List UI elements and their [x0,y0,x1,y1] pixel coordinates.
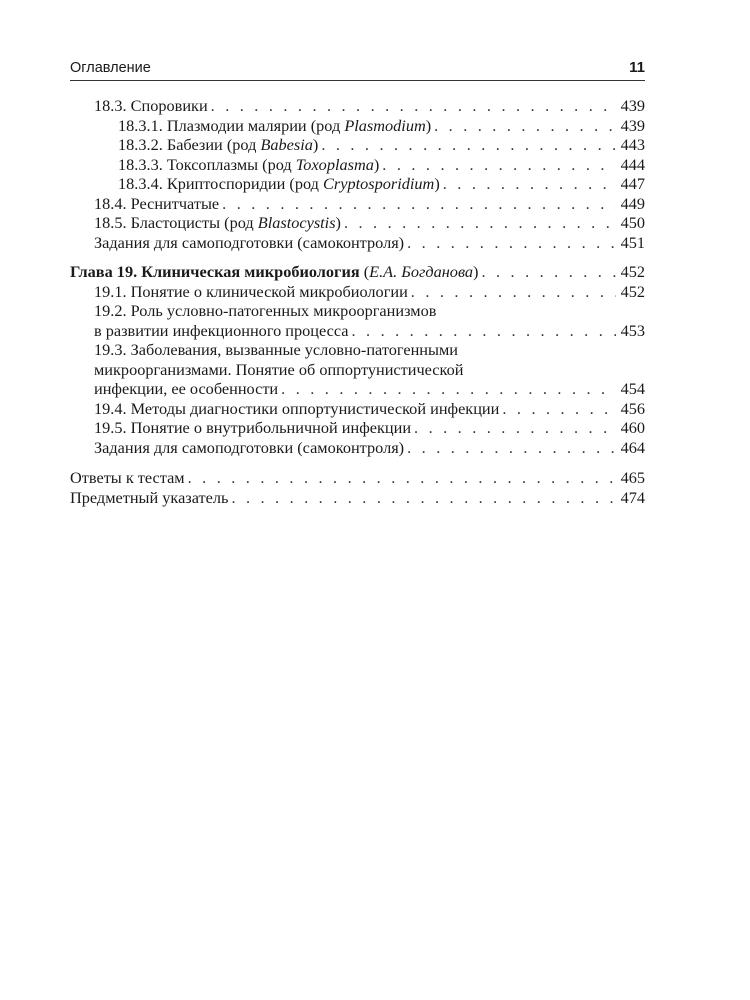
toc-entry-18-tasks[interactable] [70,233,645,253]
toc-chapter-19[interactable] [70,262,645,282]
toc-page-number: 447 [620,174,645,193]
toc-page-number: 474 [620,487,645,507]
dot-leader [407,233,616,253]
toc-entry-19-4[interactable] [70,399,645,419]
toc-entry-19-3[interactable] [70,340,645,399]
toc-entry-18-3-3[interactable] [70,155,645,175]
toc-page-number: 444 [620,154,645,174]
toc-page-number: 465 [620,468,645,487]
toc-entry-title-line: 19.3. Заболевания, вызванные условно-патогенными [94,340,458,359]
dot-leader [231,488,616,508]
dot-leader [434,116,616,136]
page-number: 11 [629,59,645,76]
toc-page-number: 450 [620,213,645,232]
toc-entry-title: 18.3.2. Бабезии (род Babesia) [118,135,319,154]
toc-page-number: 456 [620,398,645,418]
toc-entry-title: 18.3.4. Криптоспоридии (род Cryptosporidium) [118,174,440,193]
toc-entry-title: Ответы к тестам [70,468,185,487]
section-spacer [70,457,645,468]
toc-entry-title: 19.4. Методы диагностики оппортунистической инфекции [94,398,500,418]
toc-entry-title-line: инфекции, ее особенности [94,379,279,398]
toc-entry-title-line: 19.2. Роль условно-патогенных микроорганизмов [94,301,437,320]
toc-entry-18-3-4[interactable] [70,174,645,194]
dot-leader [407,438,616,458]
dot-leader [344,213,616,233]
dot-leader [211,96,616,116]
toc-page-number: 453 [620,320,645,340]
toc-entry-title: 18.3. Споровики [94,96,208,115]
toc-entry-18-4[interactable] [70,194,645,214]
dot-leader [443,174,616,194]
toc-entry-18-3-2[interactable] [70,135,645,155]
dot-leader [414,418,616,438]
toc-page-number: 451 [620,232,645,252]
dot-leader [281,379,616,399]
toc-chapter-title: Глава 19. Клиническая микробиология (Е.А. Богданова) [70,262,479,281]
table-of-contents [70,96,645,507]
dot-leader [222,194,616,214]
toc-entry-title: 18.3.3. Токсоплазмы (род Toxoplasma) [118,154,380,174]
toc-entry-18-3[interactable] [70,96,645,116]
toc-entry-19-2[interactable] [70,301,645,340]
toc-entry-title: 19.1. Понятие о клинической микробиологии [94,281,408,301]
toc-entry-title: Предметный указатель [70,487,229,507]
toc-page-number: 460 [620,418,645,437]
toc-entry-answers[interactable] [70,468,645,488]
dot-leader [321,135,616,155]
toc-entry-last-line [70,321,645,341]
toc-entry-title: 18.4. Реснитчатые [94,193,220,213]
toc-entry-subject-index[interactable] [70,488,645,508]
toc-entry-title-line: в развитии инфекционного процесса [94,320,349,340]
toc-page-number: 464 [620,437,645,457]
toc-entry-title: 18.5. Бластоцисты (род Blastocystis) [94,213,341,232]
toc-entry-18-3-1[interactable] [70,116,645,136]
toc-page-number: 452 [620,281,645,301]
section-spacer [70,252,645,262]
toc-entry-18-5[interactable] [70,213,645,233]
toc-page-number: 443 [620,135,645,154]
dot-leader [481,262,616,282]
toc-page-number: 439 [620,115,645,135]
toc-entry-title: Задания для самоподготовки (самоконтроля) [94,437,405,457]
toc-page-number: 452 [620,262,645,281]
toc-page-number: 439 [620,96,645,115]
running-header-title: Оглавление [70,60,151,76]
toc-entry-19-1[interactable] [70,282,645,302]
running-header [70,58,645,81]
dot-leader [502,399,616,419]
toc-entry-title: 18.3.1. Плазмодии малярии (род Plasmodium) [118,115,432,135]
dot-leader [352,321,616,341]
dot-leader [411,282,616,302]
dot-leader [188,468,616,488]
toc-page-number: 454 [620,379,645,398]
toc-page-number: 449 [620,193,645,213]
toc-entry-title: Задания для самоподготовки (самоконтроля) [94,232,405,252]
toc-entry-title-line: микроорганизмами. Понятие об оппортунистической [94,359,464,379]
toc-entry-last-line [70,379,645,399]
toc-entry-title: 19.5. Понятие о внутрибольничной инфекции [94,418,412,437]
dot-leader [382,155,616,175]
toc-entry-19-5[interactable] [70,418,645,438]
toc-entry-19-tasks[interactable] [70,438,645,458]
